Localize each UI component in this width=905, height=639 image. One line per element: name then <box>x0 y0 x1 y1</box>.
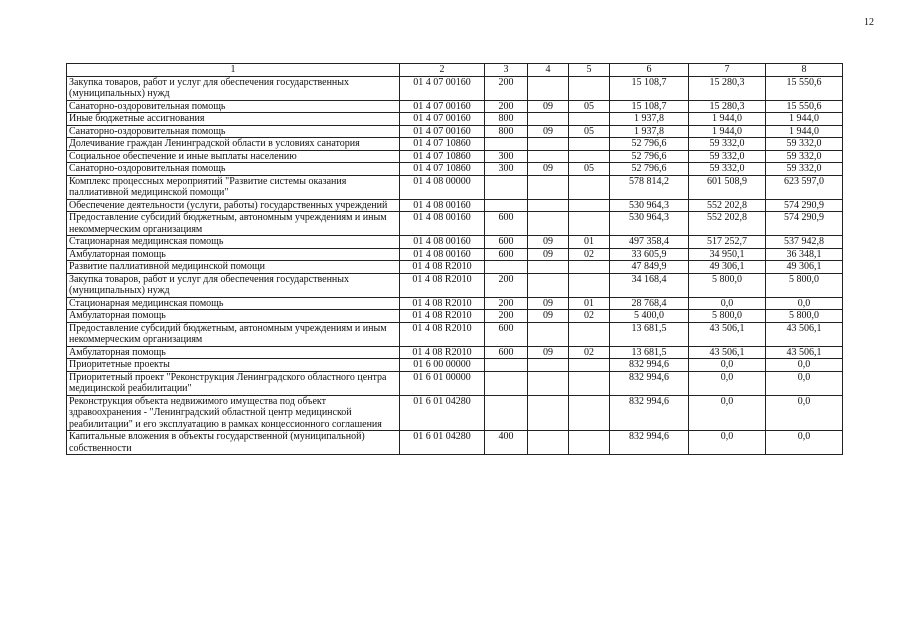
header-cell: 7 <box>689 64 766 77</box>
row-section-cell <box>528 212 569 236</box>
header-cell: 5 <box>569 64 610 77</box>
row-subsection-cell <box>569 359 610 372</box>
row-section-cell <box>528 150 569 163</box>
row-expense-type-cell: 800 <box>485 113 528 126</box>
row-code-cell: 01 4 08 00160 <box>400 199 485 212</box>
row-code-cell: 01 4 07 10860 <box>400 163 485 176</box>
header-cell: 4 <box>528 64 569 77</box>
row-section-cell <box>528 371 569 395</box>
row-section-cell <box>528 359 569 372</box>
row-code-cell: 01 4 07 10860 <box>400 150 485 163</box>
row-name-cell: Обеспечение деятельности (услуги, работы) государственных учреждений <box>67 199 400 212</box>
row-code-cell: 01 4 08 R2010 <box>400 297 485 310</box>
row-name-cell: Приоритетный проект "Реконструкция Ленинградского областного центра медицинской реабилитации" <box>67 371 400 395</box>
row-amount-year2-cell: 49 306,1 <box>689 261 766 274</box>
row-section-cell <box>528 113 569 126</box>
row-amount-year1-cell: 5 400,0 <box>610 310 689 323</box>
row-section-cell <box>528 199 569 212</box>
row-expense-type-cell: 600 <box>485 212 528 236</box>
row-amount-year2-cell: 0,0 <box>689 431 766 455</box>
row-amount-year1-cell: 1 937,8 <box>610 125 689 138</box>
row-amount-year3-cell: 43 506,1 <box>766 346 843 359</box>
row-code-cell: 01 6 01 00000 <box>400 371 485 395</box>
table-row <box>67 431 843 455</box>
row-amount-year3-cell: 5 800,0 <box>766 310 843 323</box>
row-amount-year1-cell: 530 964,3 <box>610 212 689 236</box>
row-section-cell <box>528 261 569 274</box>
row-code-cell: 01 4 07 00160 <box>400 100 485 113</box>
header-cell: 2 <box>400 64 485 77</box>
row-name-cell: Амбулаторная помощь <box>67 346 400 359</box>
table-row <box>67 113 843 126</box>
row-amount-year2-cell: 601 508,9 <box>689 175 766 199</box>
row-amount-year3-cell: 574 290,9 <box>766 199 843 212</box>
row-amount-year2-cell: 0,0 <box>689 371 766 395</box>
row-subsection-cell: 05 <box>569 100 610 113</box>
row-amount-year1-cell: 52 796,6 <box>610 138 689 151</box>
row-name-cell: Капитальные вложения в объекты государственной (муниципальной) собственности <box>67 431 400 455</box>
row-subsection-cell: 01 <box>569 297 610 310</box>
row-expense-type-cell: 200 <box>485 297 528 310</box>
row-expense-type-cell <box>485 261 528 274</box>
row-amount-year2-cell: 34 950,1 <box>689 248 766 261</box>
row-subsection-cell <box>569 431 610 455</box>
row-subsection-cell <box>569 138 610 151</box>
row-name-cell: Комплекс процессных мероприятий "Развитие системы оказания паллиативной медицинской помощи" <box>67 175 400 199</box>
row-amount-year1-cell: 33 605,9 <box>610 248 689 261</box>
row-subsection-cell <box>569 76 610 100</box>
row-section-cell <box>528 322 569 346</box>
row-section-cell: 09 <box>528 248 569 261</box>
row-section-cell: 09 <box>528 100 569 113</box>
row-amount-year3-cell: 15 550,6 <box>766 100 843 113</box>
row-section-cell <box>528 273 569 297</box>
row-subsection-cell: 01 <box>569 236 610 249</box>
header-cell: 6 <box>610 64 689 77</box>
row-expense-type-cell: 300 <box>485 163 528 176</box>
row-name-cell: Предоставление субсидий бюджетным, автономным учреждениям и иным некоммерческим организациям <box>67 212 400 236</box>
table-row <box>67 76 843 100</box>
row-name-cell: Санаторно-оздоровительная помощь <box>67 100 400 113</box>
row-name-cell: Реконструкция объекта недвижимого имущества под объект здравоохранения - "Ленинградский областной центр медицинской реабилитации" и его эксплуатацию в рамках концессионного соглашения <box>67 395 400 431</box>
row-amount-year2-cell: 59 332,0 <box>689 138 766 151</box>
row-code-cell: 01 4 07 00160 <box>400 76 485 100</box>
row-amount-year1-cell: 1 937,8 <box>610 113 689 126</box>
row-code-cell: 01 4 08 R2010 <box>400 322 485 346</box>
row-amount-year1-cell: 47 849,9 <box>610 261 689 274</box>
row-amount-year1-cell: 28 768,4 <box>610 297 689 310</box>
row-subsection-cell: 02 <box>569 346 610 359</box>
row-amount-year2-cell: 59 332,0 <box>689 163 766 176</box>
row-code-cell: 01 4 08 R2010 <box>400 261 485 274</box>
row-subsection-cell: 05 <box>569 125 610 138</box>
row-amount-year2-cell: 552 202,8 <box>689 199 766 212</box>
header-row <box>67 64 843 77</box>
row-amount-year2-cell: 517 252,7 <box>689 236 766 249</box>
row-amount-year2-cell: 0,0 <box>689 297 766 310</box>
row-name-cell: Стационарная медицинская помощь <box>67 297 400 310</box>
row-amount-year3-cell: 0,0 <box>766 371 843 395</box>
row-section-cell <box>528 395 569 431</box>
row-amount-year2-cell: 15 280,3 <box>689 76 766 100</box>
row-expense-type-cell: 200 <box>485 100 528 113</box>
row-amount-year3-cell: 1 944,0 <box>766 125 843 138</box>
row-name-cell: Амбулаторная помощь <box>67 310 400 323</box>
row-expense-type-cell <box>485 395 528 431</box>
row-amount-year2-cell: 0,0 <box>689 359 766 372</box>
row-amount-year3-cell: 59 332,0 <box>766 150 843 163</box>
row-amount-year1-cell: 13 681,5 <box>610 322 689 346</box>
header-cell: 3 <box>485 64 528 77</box>
row-amount-year1-cell: 15 108,7 <box>610 76 689 100</box>
row-code-cell: 01 6 00 00000 <box>400 359 485 372</box>
row-section-cell: 09 <box>528 125 569 138</box>
row-amount-year3-cell: 43 506,1 <box>766 322 843 346</box>
row-expense-type-cell: 200 <box>485 76 528 100</box>
row-amount-year3-cell: 574 290,9 <box>766 212 843 236</box>
row-subsection-cell <box>569 113 610 126</box>
row-name-cell: Амбулаторная помощь <box>67 248 400 261</box>
row-subsection-cell <box>569 273 610 297</box>
row-amount-year1-cell: 15 108,7 <box>610 100 689 113</box>
row-amount-year2-cell: 5 800,0 <box>689 310 766 323</box>
table-row <box>67 395 843 431</box>
row-code-cell: 01 4 08 00160 <box>400 212 485 236</box>
row-amount-year1-cell: 832 994,6 <box>610 371 689 395</box>
row-amount-year1-cell: 578 814,2 <box>610 175 689 199</box>
table-row <box>67 322 843 346</box>
row-section-cell <box>528 76 569 100</box>
table-row <box>67 150 843 163</box>
row-expense-type-cell: 600 <box>485 346 528 359</box>
row-amount-year3-cell: 0,0 <box>766 297 843 310</box>
row-name-cell: Закупка товаров, работ и услуг для обеспечения государственных (муниципальных) нужд <box>67 273 400 297</box>
row-expense-type-cell: 200 <box>485 273 528 297</box>
row-expense-type-cell <box>485 371 528 395</box>
row-subsection-cell: 02 <box>569 248 610 261</box>
row-expense-type-cell <box>485 175 528 199</box>
row-amount-year2-cell: 1 944,0 <box>689 125 766 138</box>
row-section-cell: 09 <box>528 163 569 176</box>
row-name-cell: Иные бюджетные ассигнования <box>67 113 400 126</box>
row-subsection-cell <box>569 212 610 236</box>
row-code-cell: 01 4 08 R2010 <box>400 273 485 297</box>
row-expense-type-cell: 800 <box>485 125 528 138</box>
table-row <box>67 273 843 297</box>
row-amount-year2-cell: 5 800,0 <box>689 273 766 297</box>
table-row <box>67 100 843 113</box>
table-row <box>67 346 843 359</box>
row-amount-year3-cell: 49 306,1 <box>766 261 843 274</box>
row-section-cell: 09 <box>528 310 569 323</box>
row-expense-type-cell: 400 <box>485 431 528 455</box>
table-row <box>67 261 843 274</box>
row-code-cell: 01 4 08 00160 <box>400 236 485 249</box>
row-subsection-cell <box>569 395 610 431</box>
row-amount-year1-cell: 52 796,6 <box>610 150 689 163</box>
row-amount-year1-cell: 497 358,4 <box>610 236 689 249</box>
row-amount-year3-cell: 623 597,0 <box>766 175 843 199</box>
row-subsection-cell <box>569 322 610 346</box>
row-section-cell: 09 <box>528 236 569 249</box>
row-amount-year3-cell: 0,0 <box>766 431 843 455</box>
table-row <box>67 297 843 310</box>
row-subsection-cell <box>569 175 610 199</box>
row-expense-type-cell: 600 <box>485 236 528 249</box>
row-expense-type-cell <box>485 199 528 212</box>
row-code-cell: 01 4 08 R2010 <box>400 310 485 323</box>
table-row <box>67 359 843 372</box>
table-row <box>67 310 843 323</box>
row-subsection-cell <box>569 371 610 395</box>
row-amount-year1-cell: 832 994,6 <box>610 431 689 455</box>
row-amount-year2-cell: 43 506,1 <box>689 322 766 346</box>
row-section-cell <box>528 431 569 455</box>
row-name-cell: Закупка товаров, работ и услуг для обеспечения государственных (муниципальных) нужд <box>67 76 400 100</box>
row-amount-year3-cell: 59 332,0 <box>766 163 843 176</box>
row-expense-type-cell: 600 <box>485 322 528 346</box>
row-expense-type-cell: 300 <box>485 150 528 163</box>
row-name-cell: Санаторно-оздоровительная помощь <box>67 125 400 138</box>
row-subsection-cell: 05 <box>569 163 610 176</box>
row-expense-type-cell <box>485 359 528 372</box>
row-name-cell: Приоритетные проекты <box>67 359 400 372</box>
row-code-cell: 01 4 08 00160 <box>400 248 485 261</box>
row-subsection-cell <box>569 199 610 212</box>
table-row <box>67 138 843 151</box>
row-expense-type-cell: 200 <box>485 310 528 323</box>
row-code-cell: 01 6 01 04280 <box>400 395 485 431</box>
row-amount-year1-cell: 52 796,6 <box>610 163 689 176</box>
row-amount-year2-cell: 1 944,0 <box>689 113 766 126</box>
row-amount-year1-cell: 832 994,6 <box>610 359 689 372</box>
row-expense-type-cell <box>485 138 528 151</box>
row-amount-year1-cell: 832 994,6 <box>610 395 689 431</box>
row-amount-year2-cell: 0,0 <box>689 395 766 431</box>
row-amount-year1-cell: 34 168,4 <box>610 273 689 297</box>
row-amount-year1-cell: 530 964,3 <box>610 199 689 212</box>
row-name-cell: Санаторно-оздоровительная помощь <box>67 163 400 176</box>
table-row <box>67 212 843 236</box>
row-section-cell: 09 <box>528 346 569 359</box>
header-cell: 8 <box>766 64 843 77</box>
row-code-cell: 01 4 08 00000 <box>400 175 485 199</box>
budget-table <box>66 63 843 455</box>
row-amount-year2-cell: 43 506,1 <box>689 346 766 359</box>
row-amount-year2-cell: 15 280,3 <box>689 100 766 113</box>
row-amount-year3-cell: 0,0 <box>766 395 843 431</box>
row-name-cell: Стационарная медицинская помощь <box>67 236 400 249</box>
row-name-cell: Долечивание граждан Ленинградской области в условиях санатория <box>67 138 400 151</box>
row-subsection-cell <box>569 261 610 274</box>
table-row <box>67 175 843 199</box>
row-amount-year2-cell: 59 332,0 <box>689 150 766 163</box>
page-number: 12 <box>864 17 874 28</box>
row-section-cell <box>528 175 569 199</box>
row-code-cell: 01 4 07 00160 <box>400 113 485 126</box>
row-section-cell <box>528 138 569 151</box>
row-amount-year3-cell: 36 348,1 <box>766 248 843 261</box>
table-row <box>67 248 843 261</box>
row-amount-year3-cell: 537 942,8 <box>766 236 843 249</box>
row-name-cell: Социальное обеспечение и иные выплаты населению <box>67 150 400 163</box>
row-amount-year1-cell: 13 681,5 <box>610 346 689 359</box>
row-subsection-cell <box>569 150 610 163</box>
row-amount-year3-cell: 5 800,0 <box>766 273 843 297</box>
row-subsection-cell: 02 <box>569 310 610 323</box>
row-expense-type-cell: 600 <box>485 248 528 261</box>
table-row <box>67 236 843 249</box>
row-code-cell: 01 4 07 00160 <box>400 125 485 138</box>
row-amount-year2-cell: 552 202,8 <box>689 212 766 236</box>
header-cell: 1 <box>67 64 400 77</box>
table-row <box>67 199 843 212</box>
row-amount-year3-cell: 0,0 <box>766 359 843 372</box>
table-row <box>67 125 843 138</box>
row-section-cell: 09 <box>528 297 569 310</box>
table-row <box>67 163 843 176</box>
row-code-cell: 01 6 01 04280 <box>400 431 485 455</box>
row-amount-year3-cell: 15 550,6 <box>766 76 843 100</box>
row-amount-year3-cell: 59 332,0 <box>766 138 843 151</box>
row-code-cell: 01 4 07 10860 <box>400 138 485 151</box>
row-amount-year3-cell: 1 944,0 <box>766 113 843 126</box>
row-name-cell: Предоставление субсидий бюджетным, автономным учреждениям и иным некоммерческим организациям <box>67 322 400 346</box>
table-row <box>67 371 843 395</box>
row-name-cell: Развитие паллиативной медицинской помощи <box>67 261 400 274</box>
row-code-cell: 01 4 08 R2010 <box>400 346 485 359</box>
